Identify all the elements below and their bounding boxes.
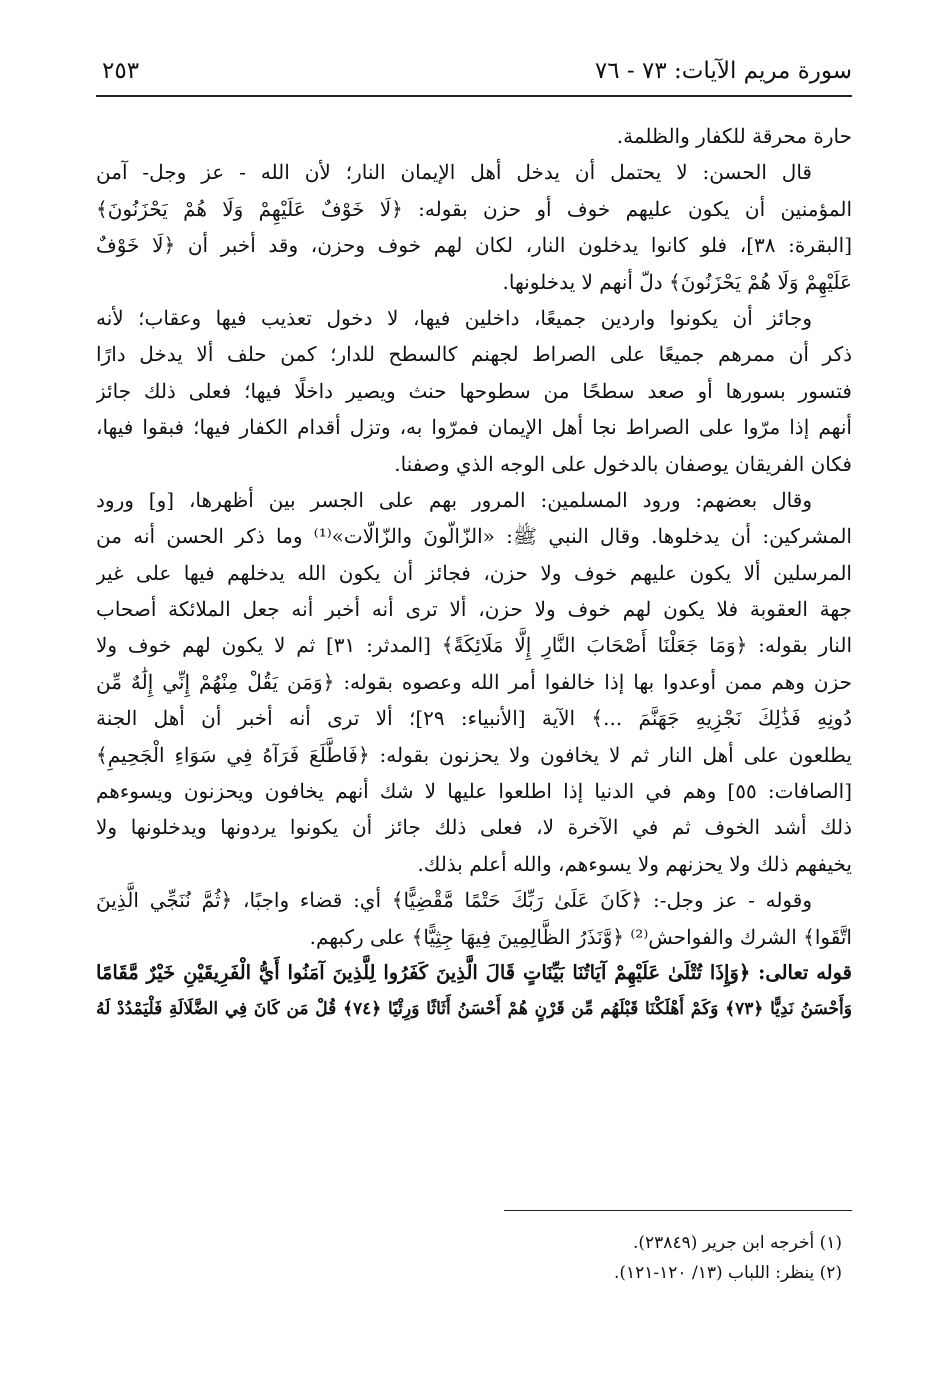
footnote-rule [504, 1210, 852, 1211]
text-line: جهة العقوبة فلا يكون لهم خوف ولا حزن، ألا ترى أنه أخبر أنه جعل الملائكة أصحاب [96, 597, 852, 622]
main-text [96, 118, 852, 1028]
text-line: النار بقوله: ﴿وَمَا جَعَلْنَا أَصْحَابَ النَّارِ إِلَّا مَلَائِكَةً﴾ [المدثر: ٣١] ثم لا يكون لهم خوف ولا [96, 633, 852, 658]
text-line: ذكر أن ممرهم جميعًا على الصراط لجهنم كالسطح للدار؛ كمن حلف ألا يدخل دارًا [96, 342, 852, 367]
text-line: قال الحسن: لا يحتمل أن يدخل أهل الإيمان النار؛ لأن الله - عز وجل- آمن [96, 160, 812, 185]
page-number: ٢٥٣ [102, 58, 140, 84]
footnote-2: (٢) ينظر: اللباب (١٣/ ١٢٠-١٢١). [613, 1263, 842, 1283]
page-header [96, 52, 852, 92]
running-title: سورة مريم الآيات: ٧٣ - ٧٦ [594, 58, 852, 84]
text-line: فكان الفريقان يوصفان بالدخول على الوجه الذي وصفنا. [394, 451, 852, 476]
text-line: اتَّقَوا﴾ الشرك والفواحش⁽²⁾ ﴿وَّنَذَرُ الظَّالِمِينَ فِيهَا جِثِيًّا﴾ على ركبهم. [309, 924, 852, 949]
footnotes [96, 1228, 852, 1288]
text-line: المشركين: أن يدخلوها. وقال النبي ﷺ: «الزّالّونَ والزّالّات»⁽¹⁾ وما ذكر الحسن أنه من [96, 524, 852, 549]
text-line: وقوله - عز وجل-: ﴿كَانَ عَلَىٰ رَبِّكَ حَتْمًا مَّقْضِيًّا﴾ أي: قضاء واجبًا، ﴿ثُمَّ نُنَجِّي الَّذِينَ [96, 888, 812, 913]
text-line: [البقرة: ٣٨]، فلو كانوا يدخلون النار، لكان لهم خوف وحزن، وقد أخبر أن ﴿لَا خَوْفٌ [96, 233, 852, 258]
text-line: المرسلين ألا يكون عليهم خوف ولا حزن، فجائز أن يكون الله يدخلهم فيها على غير [96, 560, 852, 585]
text-line: حزن وهم ممن أوعدوا بها إذا خالفوا أمر الله وعصوه بقوله: ﴿وَمَن يَقُلْ مِنْهُمْ إِنِّي إِلَٰهٌ مِّن [96, 669, 852, 694]
text-line: ذلك أشد الخوف ثم في الآخرة لا، فعلى ذلك جائز أن يكونوا يردونها ويدخلونها ولا [96, 815, 852, 840]
footnote-1: (١) أخرجه ابن جرير (٢٣٨٤٩). [633, 1233, 842, 1253]
text-line: المؤمنين أن يكون عليهم خوف أو حزن بقوله: ﴿لَا خَوْفٌ عَلَيْهِمْ وَلَا هُمْ يَحْزَنُونَ﴾ [96, 196, 852, 221]
text-line: وجائز أن يكونوا واردين جميعًا، داخلين فيها، لا دخول تعذيب فيها وعقاب؛ لأنه [96, 305, 812, 330]
text-line: أنهم إذا مرّوا على الصراط نجا أهل الإيمان فمرّوا به، وتزل أقدام الكفار فيها؛ فبقوا فيها، [96, 415, 852, 440]
text-line: دُونِهِ فَذَٰلِكَ نَجْزِيهِ جَهَنَّمَ ...﴾ الآية [الأنبياء: ٢٩]؛ ألا ترى أنه أخبر أن أهل الجنة [96, 706, 852, 731]
text-line: يطلعون على أهل النار ثم لا يخافون ولا يحزنون بقوله: ﴿فَاطَّلَعَ فَرَآهُ فِي سَوَاءِ الْجَحِيمِ﴾ [96, 742, 852, 767]
header-rule [96, 95, 852, 97]
text-line: حارة محرقة للكفار والظلمة. [616, 124, 852, 148]
text-line: يخيفهم ذلك ولا يحزنهم ولا يسوءهم، والله أعلم بذلك. [417, 851, 852, 876]
text-line: [الصافات: ٥٥] وهم في الدنيا إذا اطلعوا عليها لا شك أنهم يخافون ويحزنون ويسوءهم [96, 779, 852, 804]
text-line: وقال بعضهم: ورود المسلمين: المرور بهم على الجسر بين أظهرها، [و] ورود [96, 487, 812, 512]
text-line: فتسور بسورها أو صعد سطحًا من سطوحها حنث ويصير داخلًا فيها؛ فعلى ذلك جائز [96, 378, 852, 403]
text-line: قوله تعالى: ﴿وَإِذَا تُتْلَىٰ عَلَيْهِمْ آيَاتُنَا بَيِّنَاتٍ قَالَ الَّذِينَ كَفَرُوا لِلَّذِينَ آمَنُوا أَيُّ الْفَرِيقَيْنِ خَيْرٌ مَّقَامًا [96, 960, 852, 984]
text-line: وَأَحْسَنُ نَدِيًّا ﴿٧٣﴾ وَكَمْ أَهْلَكْنَا قَبْلَهُم مِّن قَرْنٍ هُمْ أَحْسَنُ أَثَاثًا وَرِئْيًا ﴿٧٤﴾ قُلْ مَن كَانَ فِي الضَّلَالَةِ فَلْيَمْدُدْ لَهُ [96, 999, 852, 1020]
text-line: عَلَيْهِمْ وَلَا هُمْ يَحْزَنُونَ﴾ دلّ أنهم لا يدخلونها. [502, 269, 852, 294]
